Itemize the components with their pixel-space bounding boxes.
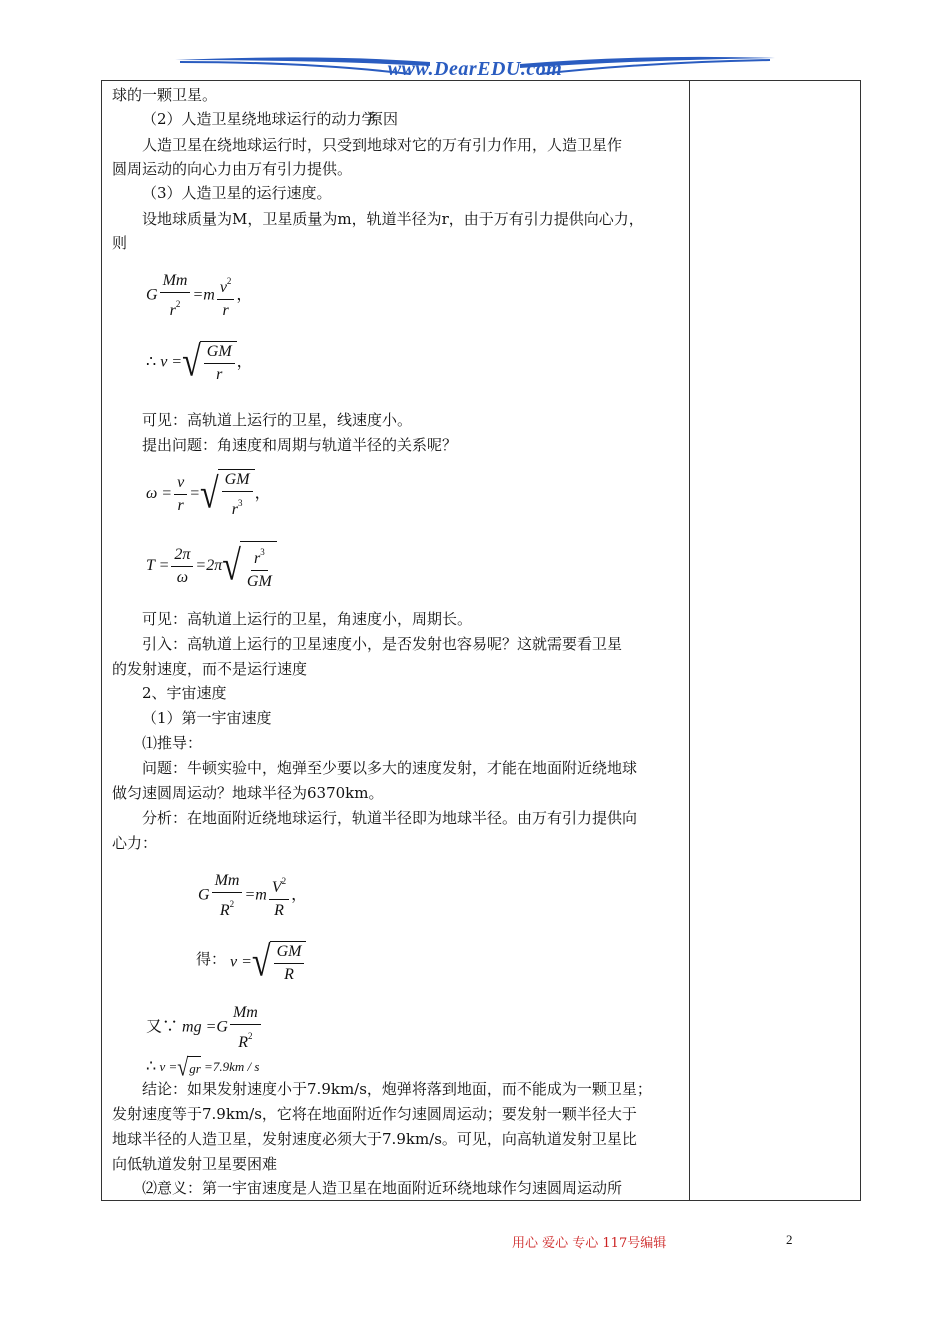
formula-gravity: G $\frac{Mm}{r^2}$ =m $\frac{v^2}{r}$ ， (146, 272, 253, 319)
overlay-text: 原因 (368, 110, 399, 128)
text-line: 设地球质量为M，卫星质量为m，轨道半径为r，由于万有引力提供向心力， (142, 210, 644, 228)
text-line: 则 (112, 234, 128, 252)
text-line: 的发射速度，而不是运行速度 (112, 660, 308, 678)
text-line: 心力： (112, 834, 158, 852)
formula-v-result: ∴ v = √ gr =7.9km / s (146, 1054, 260, 1082)
text-line: 结论：如果发射速度小于7.9km/s，炮弹将落到地面，而不能成为一颗卫星； (142, 1080, 652, 1098)
text-line: （3）人造卫星的运行速度。 (142, 184, 332, 202)
text-line: 分析：在地面附近绕地球运行，轨道半径即为地球半径。由万有引力提供向 (142, 809, 638, 827)
text-line: 人造卫星在绕地球运行时，只受到地球对它的万有引力作用，人造卫星作 (142, 136, 623, 154)
text-line: 得： (196, 950, 227, 968)
text-line: 做匀速圆周运动？地球半径为6370km。 (112, 784, 384, 802)
text-line: 地球半径的人造卫星，发射速度必须大于7.9km/s。可见，向高轨道发射卫星比 (112, 1130, 637, 1148)
lesson-table (101, 80, 861, 1201)
formula-omega: ω = $\frac{v}{r}$ = √ $\frac{GM}{r^3}$ ， (146, 470, 271, 518)
text-line: （2）人造卫星绕地球运行的动力学 (142, 110, 377, 128)
text-line: 球的一颗卫星。 (112, 86, 218, 104)
formula-first-cosmic-velocity: v = √ $\frac{GM}{R}$ (230, 941, 306, 985)
formula-gravity-surface: G $\frac{Mm}{R^2}$ =m $\frac{V^2}{R}$ ， (198, 872, 308, 919)
text-line: （1）第一宇宙速度 (142, 709, 272, 727)
page-number: 2 (786, 1232, 793, 1247)
site-url: www.DearEDU.com (387, 58, 563, 80)
text-line: 提出问题：角速度和周期与轨道半径的关系呢？ (142, 436, 458, 454)
text-line: 发射速度等于7.9km/s，它将在地面附近作匀速圆周运动；要发射一颗半径大于 (112, 1105, 637, 1123)
text-line: 可见：高轨道上运行的卫星，线速度小。 (142, 411, 413, 429)
text-line: 2、宇宙速度 (142, 684, 227, 702)
text-line: 向低轨道发射卫星要困难 (112, 1155, 278, 1173)
formula-period: T = $\frac{2\pi}{\omega}$ =2π √ $\frac{r^3}{GM}$ (146, 541, 277, 592)
column-divider (689, 81, 690, 1200)
text-line: 圆周运动的向心力由万有引力提供。 (112, 160, 353, 178)
text-line: ⑴推导： (142, 734, 203, 752)
text-line: 可见：高轨道上运行的卫星，角速度小，周期长。 (142, 610, 473, 628)
formula-mg: 又∵ mg =G $\frac{Mm}{R^2}$ (146, 1003, 263, 1053)
formula-velocity: ∴ v = √ $\frac{GM}{r}$ ， (146, 339, 253, 386)
text-line: 问题：牛顿实验中，炮弹至少要以多大的速度发射，才能在地面附近绕地球 (142, 759, 638, 777)
footer-slogan: 用心 爱心 专心 117号编辑 (512, 1236, 667, 1251)
text-line: 引入：高轨道上运行的卫星速度小，是否发射也容易呢？这就需要看卫星 (142, 635, 623, 653)
text-line: ⑵意义：第一宇宙速度是人造卫星在地面附近环绕地球作匀速圆周运动所 (142, 1179, 623, 1197)
